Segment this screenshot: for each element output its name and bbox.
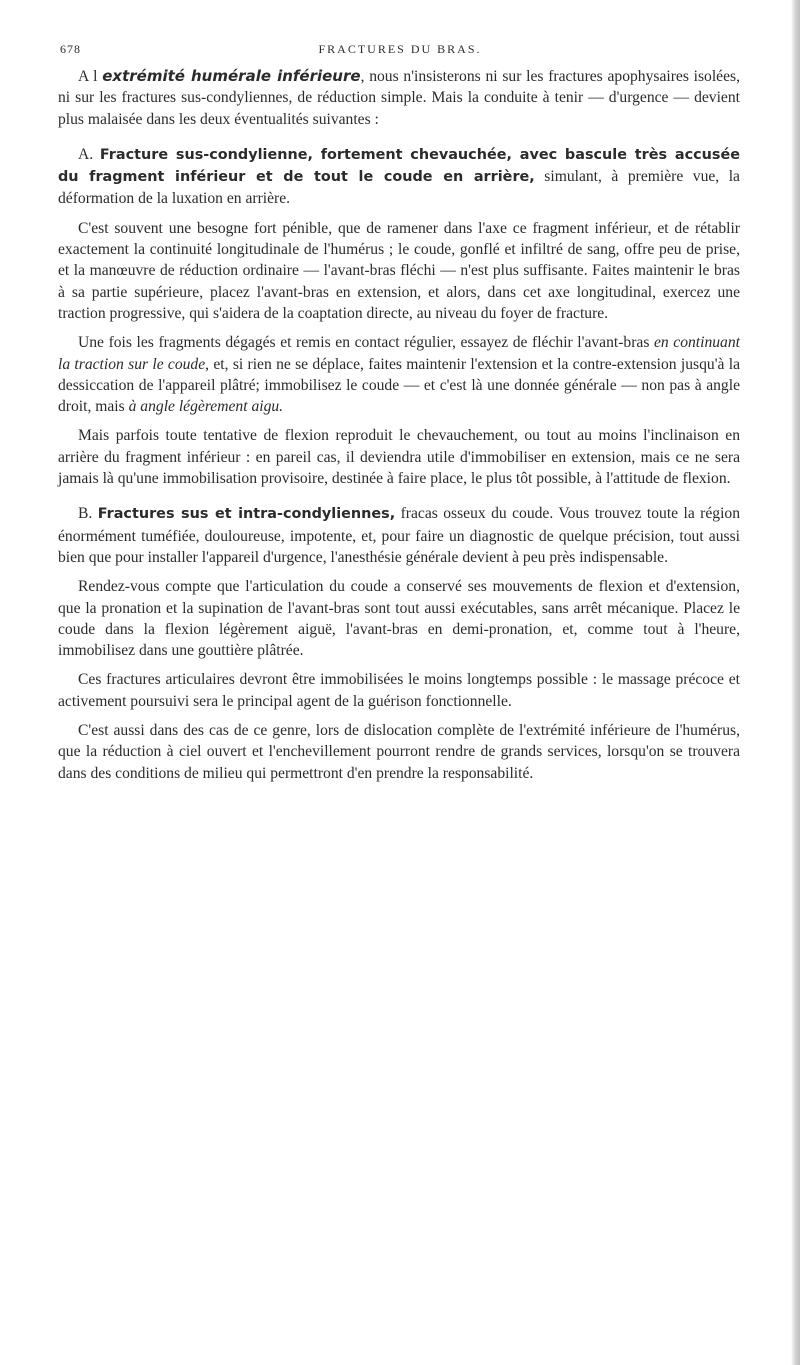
text-run: , et, si rien ne se déplace, faites maintenir l'extension et la contre-extension jusqu'à la dessiccation de l'appareil plâtré; immobilisez le coude — et c'est là une donnée générale — non pas à angle droit, mais bbox=[58, 355, 740, 416]
text-run: Ces fractures articulaires devront être immobilisées le moins longtemps possible : le massage précoce et activement poursuivi sera le principal agent de la guérison fonctionnelle. bbox=[58, 671, 740, 710]
italic-run: en continuant la traction sur le coude bbox=[58, 334, 740, 373]
text-run: B. bbox=[78, 505, 98, 523]
text-run: fracas osseux du coude. Vous trouvez toute la région énormément tuméfiée, douloureuse, impotente, et, pour faire un diagnostic de quelque précision, tout aussi bien que pour installer l'appareil d'urgence, l'anesthésie générale devient à peu près indispensable. bbox=[58, 505, 740, 566]
section-b-paragraph-1 bbox=[58, 576, 740, 661]
running-title: FRACTURES DU BRAS. bbox=[318, 42, 482, 56]
text-run: C'est souvent une besogne fort pénible, que de ramener dans l'axe ce fragment inférieur, et de rétablir exactement la continuité longitudinale de l'humérus ; le coude, gonflé et infiltré de sang, offre peu de prise, et la manœuvre de réduction ordinaire — l'avant-bras fléchi — n'est plus suffisante. Faites maintenir le bras à sa partie supérieure, placez l'avant-bras en extension, et alors, dans cet axe longitudinal, exercez une traction progressive, qui s'aidera de la coaptation directe, au niveau du foyer de fracture. bbox=[58, 219, 740, 322]
text-run: Mais parfois toute tentative de flexion reproduit le chevauchement, ou tout au moins l'inclinaison en arrière du fragment inférieur : en pareil cas, il deviendra utile d'immobiliser en extension, mais ce ne sera jamais là qu'une immobilisation provisoire, destinée à faire place, le plus tôt possible, à l'attitude de flexion. bbox=[58, 427, 740, 488]
section-a-paragraph-1 bbox=[58, 218, 740, 324]
bold-run: Fracture sus-condylienne, fortement chevauchée, avec bascule très accusée du fragment inférieur et de tout le coude en arrière, bbox=[58, 146, 740, 186]
page-edge-shadow bbox=[791, 0, 800, 1365]
running-head bbox=[60, 42, 740, 62]
text-run: C'est aussi dans des cas de ce genre, lors de dislocation complète de l'extrémité inférieure de l'humérus, que la réduction à ciel ouvert et l'enchevillement pourront rendre de grands services, lorsqu'on se trouvera dans des conditions de milieu qui permettront d'en prendre la responsabilité. bbox=[58, 722, 740, 782]
text-run: simulant, à première vue, la déformation de la luxation en arrière. bbox=[58, 168, 740, 208]
text-run: Rendez-vous compte que l'articulation du coude a conservé ses mouvements de flexion et d'extension, que la pronation et la supination de l'avant-bras sont tout aussi exécutables, sans arrêt mécanique. Placez le coude dans la flexion légèrement aiguë, l'avant-bras en demi-pronation, et, comme tout à l'heure, immobilisez dans une gouttière plâtrée. bbox=[58, 578, 740, 660]
intro-paragraph bbox=[58, 66, 740, 130]
body-text bbox=[58, 66, 740, 792]
section-b-paragraph-2 bbox=[58, 669, 740, 712]
bold-run: extrémité humérale inférieure bbox=[102, 67, 361, 85]
text-run: A l bbox=[78, 68, 103, 85]
text-run: A. bbox=[78, 145, 100, 163]
italic-run: à angle légèrement aigu. bbox=[128, 398, 284, 416]
text-run: Une fois les fragments dégagés et remis en contact régulier, essayez de fléchir l'avant-bras bbox=[78, 334, 654, 352]
section-a-paragraph-3 bbox=[58, 425, 740, 489]
section-a-paragraph-2 bbox=[58, 332, 740, 417]
text-run: , nous n'insisterons ni sur les fractures apophysaires isolées, ni sur les fractures sus-condyliennes, de réduction simple. Mais la conduite à tenir — d'urgence — devient plus malaisée dans les deux éventualités suivantes : bbox=[58, 68, 740, 128]
section-b-paragraph-3 bbox=[58, 720, 740, 784]
page-number: 678 bbox=[60, 42, 81, 56]
section-a-heading bbox=[58, 144, 740, 210]
bold-run: Fractures sus et intra-condyliennes, bbox=[97, 506, 396, 523]
section-b-heading bbox=[58, 503, 740, 568]
